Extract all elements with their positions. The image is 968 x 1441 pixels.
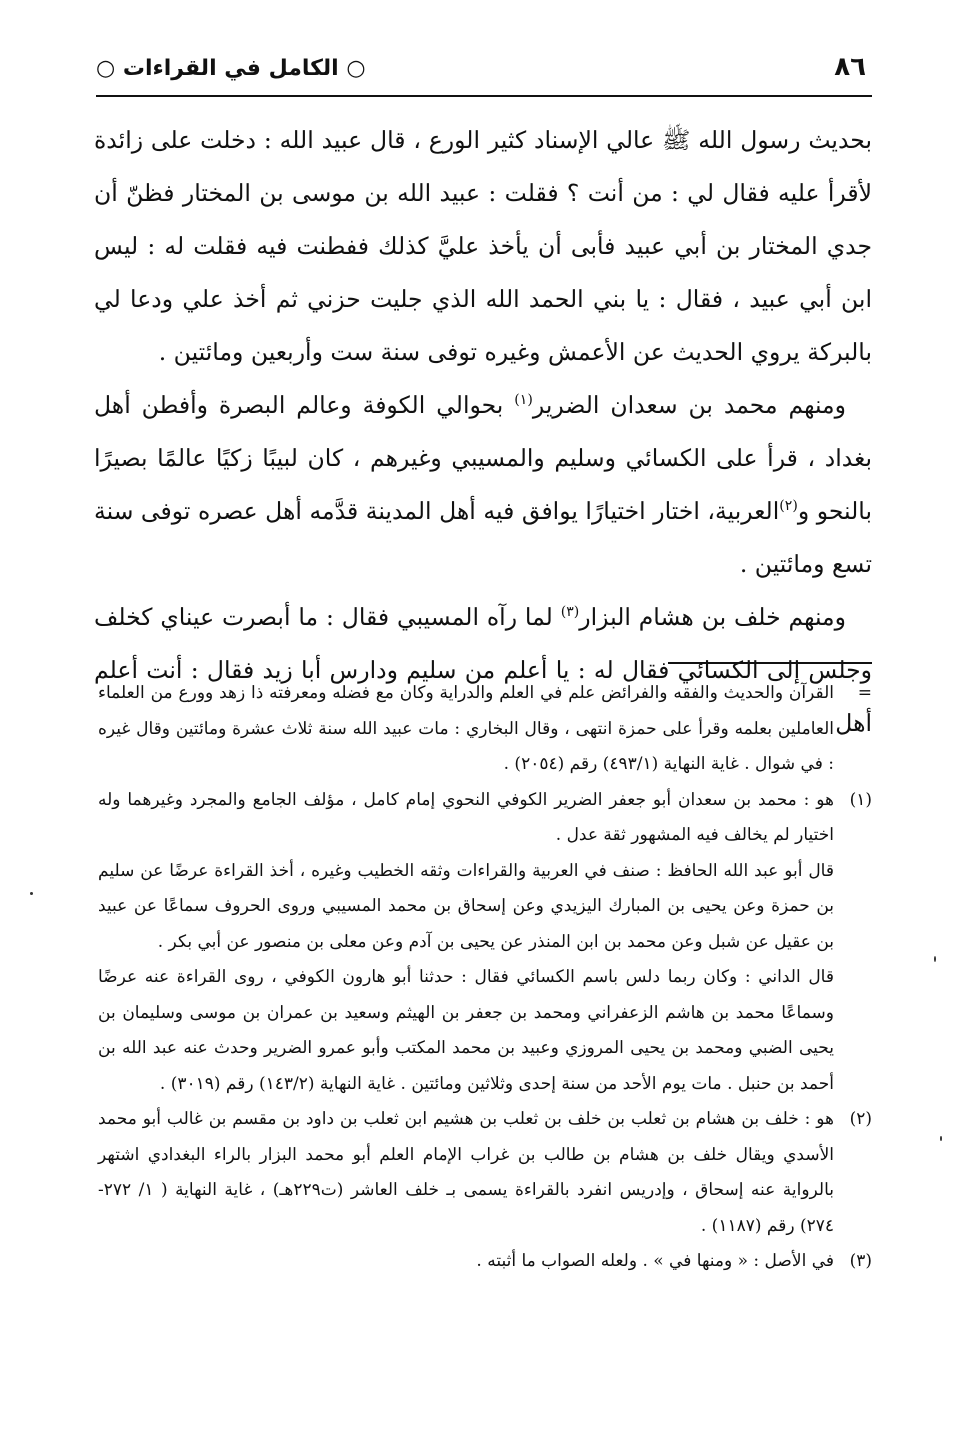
- footnote-marker: =: [857, 683, 872, 703]
- footnote-body: [98, 676, 834, 783]
- paragraph-1: [94, 114, 872, 379]
- footnote-rule: [668, 662, 872, 664]
- paragraph-3-text-b: لما رآه المسيبي فقال : ما أبصرت عيناي كخلف وجلس إلى الكسائي فقال له : يا أعلم من سليم ودارس أبا زيد فقال : أنت أعلم أهل: [94, 603, 872, 737]
- footnote-continuation: [98, 676, 872, 783]
- footnote-body: [98, 783, 834, 1103]
- main-text: [94, 114, 872, 750]
- footnotes: [98, 676, 872, 1280]
- paragraph-2-text-c: العربية، اختار اختيارًا يوافق فيه أهل المدينة قدَّمه أهل عصره توفى سنة تسع ومائتين .: [94, 497, 872, 578]
- paragraph-2: [94, 379, 872, 591]
- footnote-marker: (٣): [849, 1251, 872, 1271]
- footnote-body: [98, 1102, 834, 1244]
- footnote-text: هو : محمد بن سعدان أبو جعفر الضرير الكوفي النحوي إمام كامل ، مؤلف الجامع والمجرد وغيرهما وله اختيار لم يخالف فيه المشهور ثقة عدل .: [98, 789, 834, 845]
- header-rule: [96, 95, 872, 97]
- footnote-body: [98, 1244, 834, 1280]
- footnote-text: هو : خلف بن هشام بن ثعلب بن خلف بن ثعلب بن هشيم ابن ثعلب بن داود بن مقسم بن غالب أبو محمد الأسدي ويقال خلف بن هشام بن طالب بن غراب الإمام العلم أبو محمد البزار بالراء البغدادي اشتهر بالرواية عنه إسحاق ، وإدريس انفرد بالقراءة يسمى بـ خلف العاشر (ت٢٢٩هـ) ، غاية النهاية ( ١/ ٢٧٢- ٢٧٤) رقم (١١٨٧) .: [98, 1109, 835, 1236]
- footnote-ref-2: (٢): [779, 498, 798, 515]
- paragraph-3-text-a: ومنهم خلف بن هشام البزار: [579, 603, 846, 631]
- running-header: [96, 48, 872, 88]
- footnote-ref-3: (٣): [560, 604, 580, 621]
- footnote-marker: (١): [849, 789, 872, 810]
- scan-speck: [30, 892, 33, 895]
- footnote-text: في الأصل : « ومنها في » . ولعله الصواب ما أثبته .: [476, 1251, 834, 1271]
- footnote-ref-1: (١): [514, 392, 533, 409]
- footnote-text: قال أبو عبد الله الحافظ : صنف في العربية والقراءات وثقه الخطيب وغيره ، أخذ القراءة عرضًا عن سليم بن حمزة وعن يحيى بن المبارك اليزيدي وعن إسحاق بن محمد المسيبي وروى الحروف سماعًا عن عبيد بن عقيل عن شبل وعن محمد بن ابن المنذر عن يحيى بن آدم وعن معلى بن منصور عن أبي بكر .: [98, 860, 834, 952]
- footnote-3: [98, 1244, 872, 1280]
- book-title: ○ الكامل في القراءات ○: [96, 56, 366, 81]
- paragraph-2-text-b: بحوالي الكوفة وعالم البصرة وأفطن أهل بغداد ، قرأ على الكسائي وسليم والمسيبي وغيرهم ، كان لبيبًا زكيًا عالمًا بصيرًا بالنحو و: [94, 391, 872, 525]
- footnote-text: القرآن والحديث والفقه والفرائض علم في العلم والدراية وكان مع فضله ومعرفته ذا زهد وورع من العلماء العاملين بعلمه وقرأ على حمزة انتهى ، وقال البخاري : مات عبيد الله سنة ثلاث عشرة ومائتين وقال غيره : في شوال . غاية النهاية (٤٩٣/١) رقم (٢٠٥٤) .: [98, 683, 834, 774]
- footnote-2: [98, 1102, 872, 1244]
- footnote-marker: (٢): [849, 1109, 872, 1129]
- page-number: ٨٦: [834, 52, 866, 82]
- footnote-text: قال الداني : وكان ربما دلس باسم الكسائي فقال : حدثنا أبو هارون الكوفي ، روى القراءة عنه عرضًا وسماعًا محمد بن هاشم الزعفراني ومحمد بن جعفر بن الهيثم وسعيد بن عمران بن موسى وسليمان بن يحيى الضبي ومحمد بن يحيى المروزي وعبيد بن محمد المكتب وأبو عمرو الضرير وحدث عنه عبد الله بن أحمد بن حنبل . مات يوم الأحد من سنة إحدى وثلاثين ومائتين . غاية النهاية (١٤٣/٢) رقم (٣٠١٩) .: [98, 967, 834, 1094]
- paragraph-2-text-a: ومنهم محمد بن سعدان الضرير: [532, 391, 846, 419]
- scan-speck: [940, 1136, 942, 1141]
- scan-speck: [934, 956, 936, 962]
- paragraph-1-text: بحديث رسول الله ﷺ عالي الإسناد كثير الورع ، قال عبيد الله : دخلت على زائدة لأقرأ عليه فقال لي : من أنت ؟ فقلت : عبيد الله بن موسى بن المختار فظنّ أن جدي المختار بن أبي عبيد فأبى أن يأخذ عليَّ كذلك ففطنت فيه فقلت له : ليس ابن أبي عبيد ، فقال : يا بني الحمد الله الذي جليت حزني ثم أخذ علي ودعا لي بالبركة يروي الحديث عن الأعمش وغيره توفى سنة ست وأربعين ومائتين .: [94, 126, 872, 366]
- footnote-1: [98, 783, 872, 1103]
